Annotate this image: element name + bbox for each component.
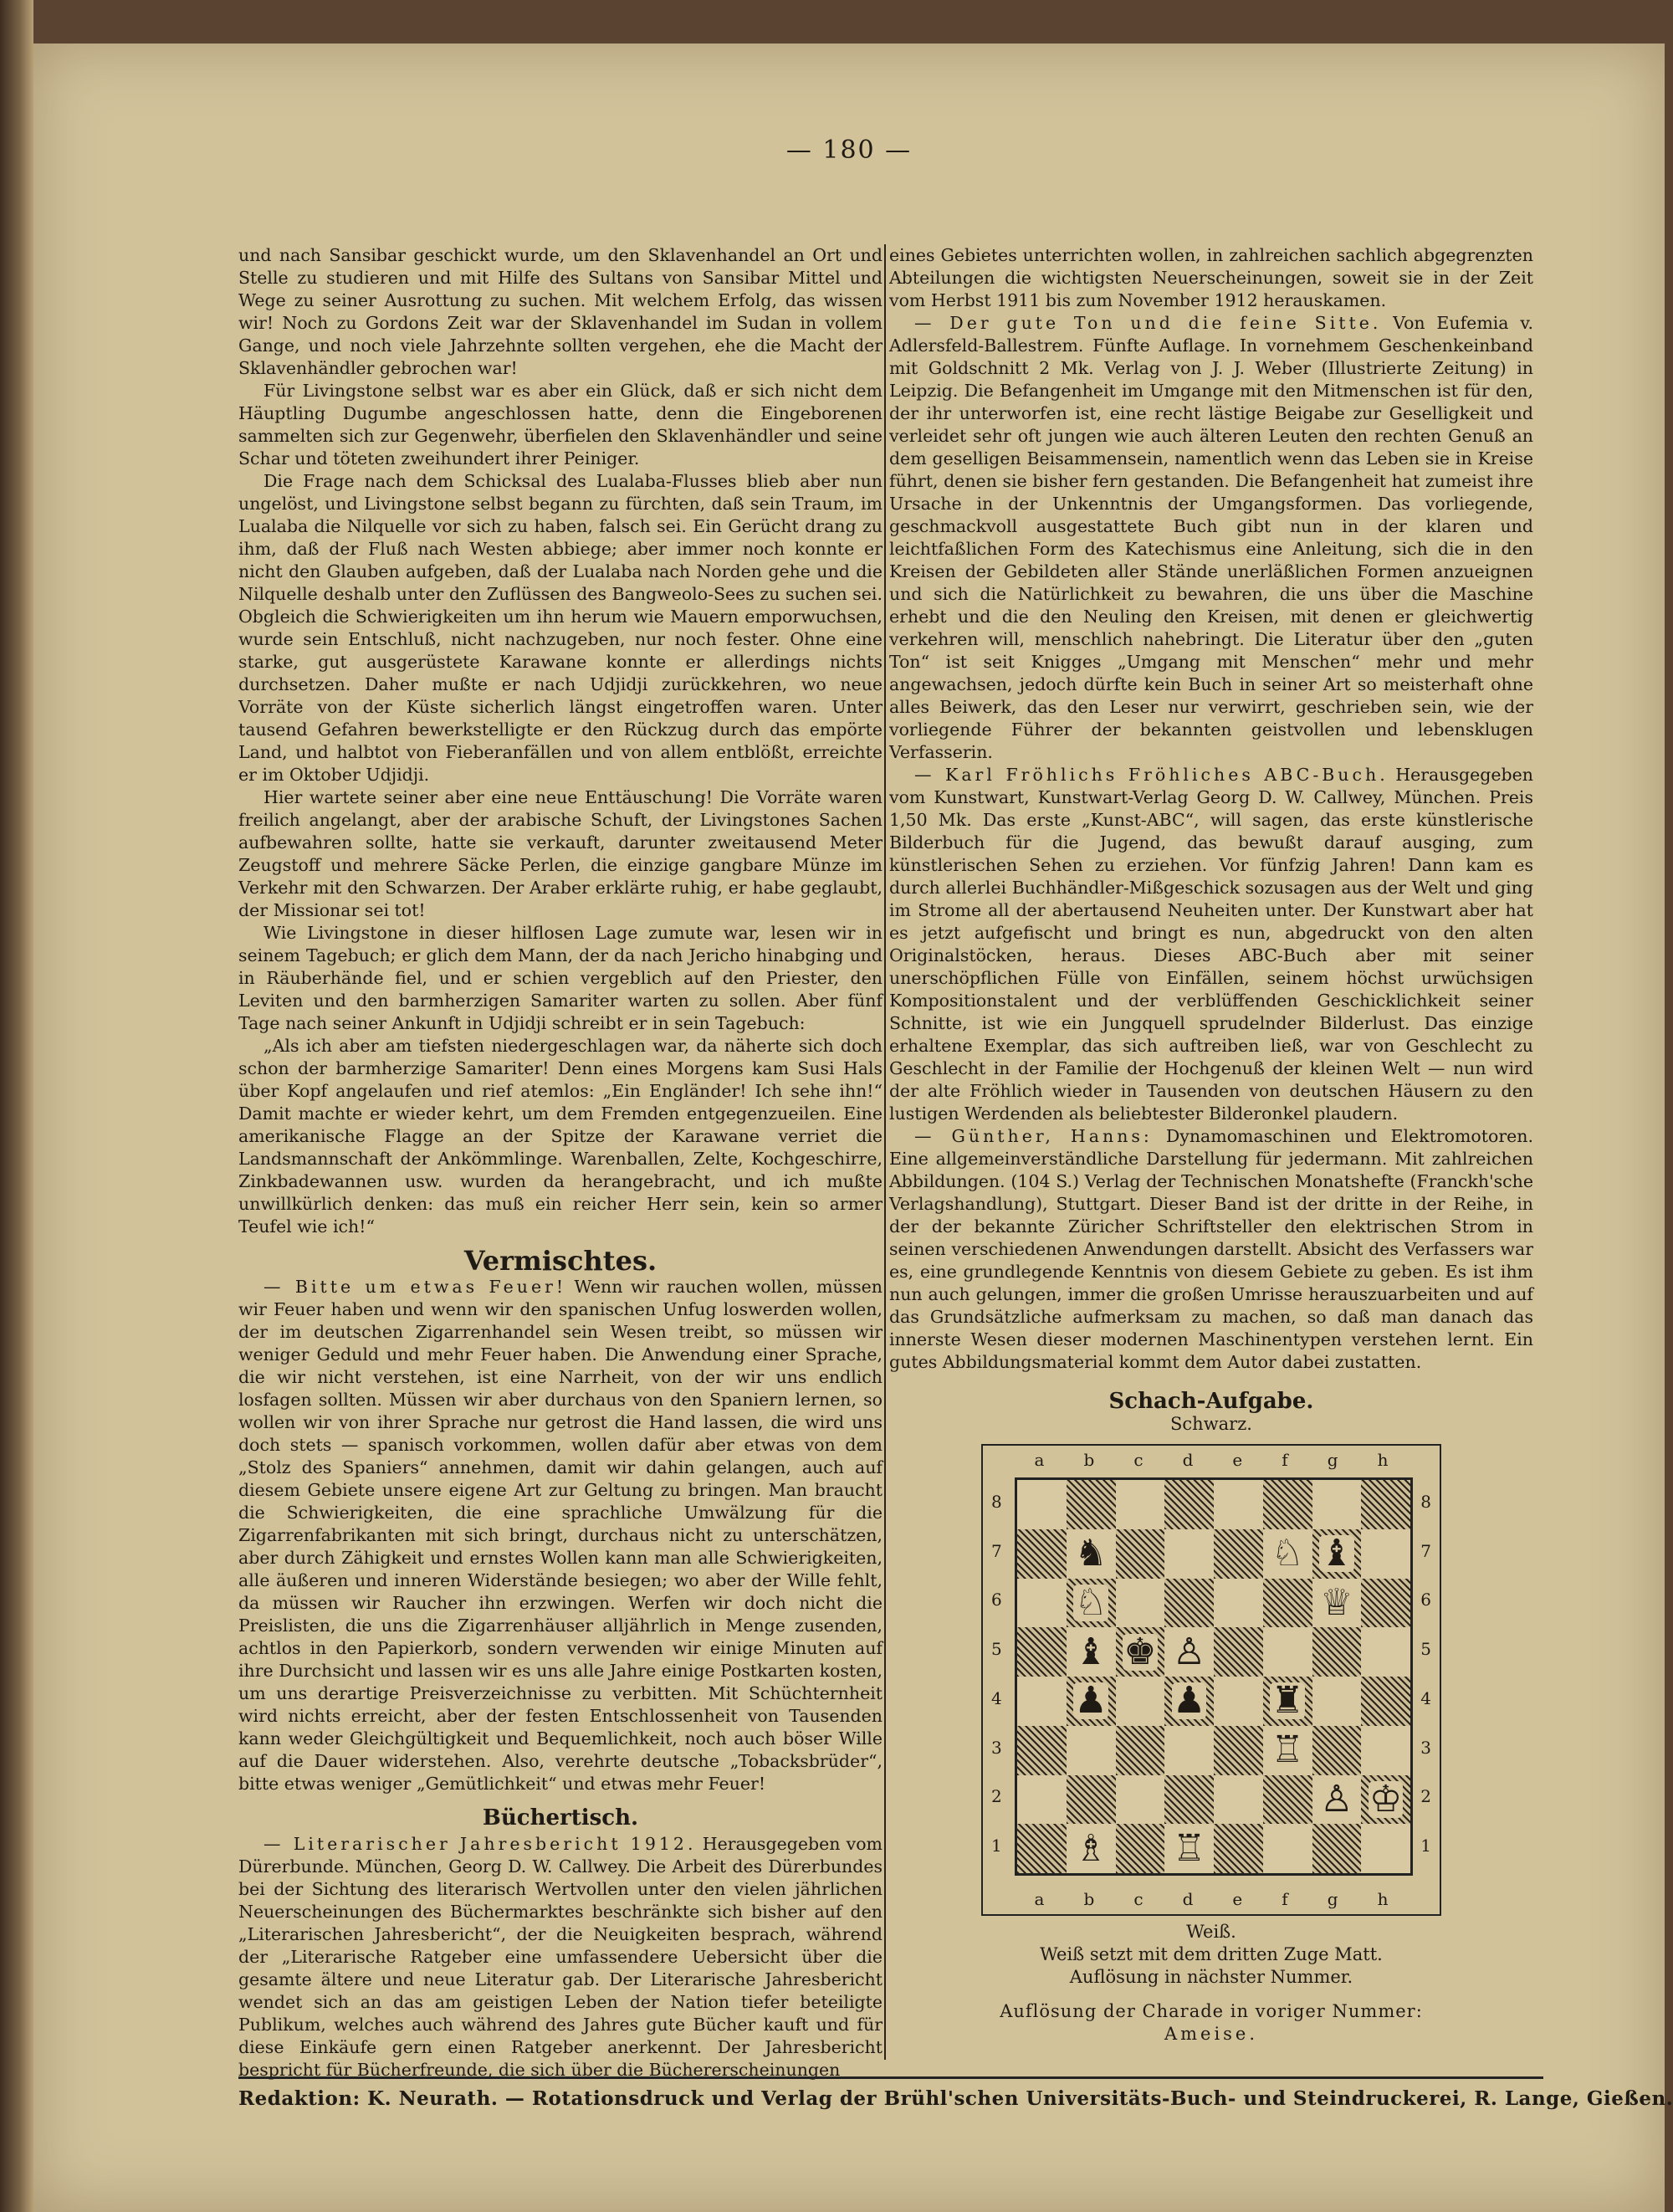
rank-labels-left: [991, 1477, 1002, 1871]
board-square: [1116, 1627, 1165, 1677]
rank-label: 4: [1420, 1687, 1431, 1708]
board-square: [1214, 1529, 1263, 1579]
chess-piece: ♘: [1271, 1532, 1304, 1575]
chess-caption-mate: Weiß setzt mit dem dritten Zuge Matt.: [1040, 1944, 1383, 1964]
board-square: [1361, 1480, 1410, 1529]
board-square: [1017, 1775, 1067, 1825]
board-square: [1067, 1775, 1116, 1825]
article-paragraph: Für Livingstone selbst war es aber ein Glück, daß er sich nicht dem Häuptling Dugumbe angeschlossen hatte, denn die Eingeborenen sammelten sich zur Gegenwehr, überfielen den Sklavenhändler und seine Schar und töteten zweihundert ihrer Peiniger.: [238, 381, 883, 469]
board-square: [1116, 1480, 1165, 1529]
chess-piece: ♞: [1074, 1532, 1108, 1575]
board-square: [1312, 1627, 1362, 1677]
board-square: [1017, 1627, 1067, 1677]
newspaper-page: [33, 44, 1673, 2212]
vermischtes-paragraph: [238, 1276, 883, 1795]
file-labels-bottom: [1015, 1888, 1408, 1911]
board-square: [1214, 1627, 1263, 1677]
board-square: [1312, 1677, 1362, 1726]
rank-label: 4: [991, 1687, 1002, 1708]
file-label: c: [1133, 1889, 1143, 1909]
chess-piece: ♕: [1320, 1580, 1353, 1624]
board-square: [1164, 1529, 1214, 1579]
board-square: [1263, 1824, 1312, 1873]
board-square: [1312, 1775, 1362, 1825]
board-square: [1214, 1579, 1263, 1628]
file-label: b: [1083, 1450, 1095, 1470]
rank-label: 1: [991, 1836, 1002, 1856]
board-square: [1116, 1579, 1165, 1628]
file-label: a: [1034, 1450, 1045, 1470]
board-square: [1214, 1775, 1263, 1825]
section-title-buechertisch: Büchertisch.: [482, 1805, 639, 1831]
board-square: [1263, 1677, 1312, 1726]
board-square: [1263, 1529, 1312, 1579]
chess-piece: ♚: [1123, 1630, 1157, 1673]
board-square: [1214, 1480, 1263, 1529]
article-paragraph: Wie Livingstone in dieser hilflosen Lage zumute war, lesen wir in seinem Tagebuch; er glich dem Mann, der da nach Jericho hinabging und in Räuberhände fiel, und er schien vergeblich auf den Priester, den Leviten und den barmherzigen Samariter warten zu sollen. Aber fünf Tage nach seiner Ankunft in Udjidji schreibt er in sein Tagebuch:: [238, 923, 883, 1033]
board-square: [1361, 1824, 1410, 1873]
binding-edge: [0, 0, 33, 2212]
board-square: [1017, 1529, 1067, 1579]
review-lead: — Der gute Ton und die feine Sitte.: [914, 313, 1382, 333]
review-paragraph: [889, 764, 1533, 1125]
rank-label: 7: [991, 1540, 1002, 1561]
chess-piece: ♗: [1074, 1826, 1108, 1870]
chess-diagram: [981, 1444, 1441, 1916]
rank-label: 8: [1420, 1491, 1431, 1512]
board-square: [1116, 1726, 1165, 1775]
buechertisch-lead: — Literarischer Jahresbericht 1912.: [263, 1834, 697, 1854]
board-square: [1263, 1579, 1312, 1628]
board-square: [1164, 1726, 1214, 1775]
charade-solution-word: Ameise.: [1164, 2024, 1259, 2044]
rank-label: 5: [991, 1639, 1002, 1660]
board-square: [1017, 1579, 1067, 1628]
board-square: [1017, 1726, 1067, 1775]
board-square: [1263, 1726, 1312, 1775]
rank-label: 6: [991, 1590, 1002, 1610]
board-square: [1017, 1677, 1067, 1726]
file-label: h: [1377, 1450, 1389, 1470]
section-title-vermischtes: Vermischtes.: [463, 1245, 657, 1277]
vermischtes-lead: — Bitte um etwas Feuer!: [263, 1277, 567, 1297]
board-square: [1017, 1480, 1067, 1529]
article-paragraph: Hier wartete seiner aber eine neue Enttäuschung! Die Vorräte waren freilich angelangt, aber der arabische Schuft, der Livingstones Sachen aufbewahren sollte, hatte sie verkauft, darunter zweitausend Meter Zeugstoff und mehrere Säcke Perlen, die einzige gangbare Münze im Verkehr mit den Schwarzen. Der Araber erklärte ruhig, er habe geglaubt, der Missionar sei tot!: [238, 787, 883, 920]
chess-piece: ♜: [1271, 1679, 1304, 1723]
board-square: [1361, 1627, 1410, 1677]
board-square: [1164, 1627, 1214, 1677]
file-label: g: [1327, 1889, 1338, 1909]
right-column: [889, 244, 1533, 2046]
article-paragraph: und nach Sansibar geschickt wurde, um den Sklavenhandel an Ort und Stelle zu studieren und mit Hilfe des Sultans von Sansibar Mittel und Wege zu seiner Ausrottung zu suchen. Mit welchem Erfolg, das wissen wir! Noch zu Gordons Zeit war der Sklavenhandel im Sudan in vollem Gange, und noch viele Jahrzehnte sollten vergehen, ehe die Macht der Sklavenhändler gebrochen war!: [238, 245, 883, 378]
article-quote: „Als ich aber am tiefsten niedergeschlagen war, da näherte sich doch schon der barmherzige Samariter! Denn eines Morgens kam Susi Hals über Kopf angelaufen und rief atemlos: „Ein Engländer! Ich sehe ihn!“ Damit machte er wieder kehrt, um dem Fremden entgegenzueilen. Eine amerikanische Flagge an der Spitze der Karawane verriet die Landsmannschaft der Ankömmlinge. Warenballen, Zelte, Kochgeschirre, Zinkbadewannen usw. wurden da herangebracht, und ich mußte unwillkürlich denken: das muß ein reicher Herr sein, kein so armer Teufel wie ich!“: [238, 1036, 883, 1237]
file-label: e: [1232, 1889, 1243, 1909]
board-square: [1067, 1529, 1116, 1579]
chess-piece: ♙: [1320, 1777, 1353, 1820]
chess-board: [1015, 1477, 1413, 1876]
rank-label: 5: [1420, 1639, 1431, 1660]
chess-title: Schach-Aufgabe.: [1108, 1389, 1314, 1414]
board-square: [1263, 1775, 1312, 1825]
file-label: a: [1034, 1889, 1045, 1909]
review-lead: — Günther, Hanns:: [914, 1126, 1153, 1146]
board-square: [1116, 1677, 1165, 1726]
chess-black-label: Schwarz.: [1170, 1414, 1252, 1434]
review-text: eines Gebietes unterrichten wollen, in zahlreichen sachlich abgegrenzten Abteilungen die wichtigsten Neuerscheinungen, soweit sie in der Zeit vom Herbst 1911 bis zum November 1912 herauskamen.: [889, 245, 1533, 310]
rank-label: 8: [991, 1491, 1002, 1512]
rank-label: 6: [1420, 1590, 1431, 1610]
chess-piece: ♝: [1074, 1630, 1108, 1673]
file-label: e: [1232, 1450, 1243, 1470]
rank-label: 1: [1420, 1836, 1431, 1856]
rank-label: 2: [1420, 1786, 1431, 1807]
chess-piece: ♝: [1320, 1532, 1353, 1575]
review-paragraph: [889, 1125, 1533, 1374]
file-label: g: [1327, 1450, 1338, 1470]
rank-label: 2: [991, 1786, 1002, 1807]
board-square: [1312, 1529, 1362, 1579]
chess-piece: ♘: [1074, 1580, 1108, 1624]
board-square: [1116, 1529, 1165, 1579]
chess-caption-solution: Auflösung in nächster Nummer.: [1069, 1967, 1353, 1987]
imprint-footer: Redaktion: K. Neurath. — Rotationsdruck und Verlag der Brühl'schen Universitäts-Buch- und Steindruckerei, R. Lange, Gießen.: [238, 2076, 1543, 2110]
column-divider: [884, 244, 886, 2060]
board-square: [1164, 1677, 1214, 1726]
rank-label: 3: [991, 1737, 1002, 1758]
file-label: f: [1282, 1450, 1288, 1470]
chess-piece: ♙: [1172, 1630, 1206, 1673]
left-column: [238, 244, 883, 2081]
article-paragraph: Die Frage nach dem Schicksal des Lualaba-Flusses blieb aber nun ungelöst, und Livingstone selbst begann zu fürchten, daß sein Traum, im Lualaba die Nilquelle vor sich zu haben, falsch sei. Ein Gerücht drang zu ihm, daß der Fluß nach Westen abbiege; aber immer noch konnte er nicht den Glauben aufgeben, daß der Lualaba nach Norden gehe und die Nilquelle deshalb unter den Zuflüssen des Bangweolo-Sees zu suchen sei. Obgleich die Schwierigkeiten um ihn herum wie Mauern emporwuchsen, wurde sein Entschluß, nicht nachzugeben, nur noch fester. Ohne eine starke, gut ausgerüstete Karawane konnte er allerdings nichts durchsetzen. Daher mußte er nach Udjidji zurückkehren, wo neue Vorräte von der Küste sicherlich längst eingetroffen waren. Unter tausend Gefahren bewerkstelligte er den Rückzug durch das empörte Land, und halbtot von Fieberanfällen und von allem entblößt, erreichte er im Oktober Udjidji.: [238, 471, 883, 785]
board-square: [1361, 1775, 1410, 1825]
board-square: [1263, 1627, 1312, 1677]
board-square: [1067, 1579, 1116, 1628]
board-square: [1214, 1824, 1263, 1873]
board-square: [1312, 1824, 1362, 1873]
review-text: Herausgegeben vom Kunstwart, Kunstwart-Verlag Georg D. W. Callwey, München. Preis 1,50 Mk. Das erste „Kunst-ABC“, will sagen, das erste künstlerische Bilderbuch für die Jugend, das bewußt darauf ausging, zum künstlerischen Sehen zu erziehen. Vor fünfzig Jahren! Dann kam es durch allerlei Buchhändler-Mißgeschick sozusagen aus der Welt und ging im Strome all der abertausend Neuheiten unter. Der Kunstwart aber hat es jetzt aufgefischt und bringt es nun, abgedruckt von den alten Originalstöcken, heraus. Dieses ABC-Buch aber mit seiner unerschöpflichen Fülle von Einfällen, seinem höchst urwüchsigen Kompositionstalent und der verblüffenden Geschicklichkeit seiner Schnitte, ist wie ein Jungquell sprudelnder Bilderlust. Das einzige erhaltene Exemplar, das sich auftreiben ließ, war von Geschlecht zu Geschlecht in der Familie der Hochgenuß der kleinen Welt — nun wird der alte Fröhlich wieder in Tausenden von deutschen Häusern zu den lustigen Werdenden als beliebtester Bilderonkel plaudern.: [889, 765, 1533, 1124]
review-paragraph: [889, 244, 1533, 312]
vermischtes-text: Wenn wir rauchen wollen, müssen wir Feuer haben und wenn wir den spanischen Unfug loswerden wollen, der im deutschen Zigarrenhandel sein Wesen treibt, so müssen wir weniger Geduld und mehr Feuer haben. Die Anwendung einer Sprache, die wir nicht verstehen, ist eine Narrheit, von der wir uns endlich losfagen sollten. Müssen wir aber durchaus von den Spaniern lernen, so wollen wir von ihrer Sprache nur getrost die Hand lassen, die wird uns doch stets — spanisch vorkommen, wollen dafür aber etwas von dem „Stolz des Spaniers“ annehmen, damit wir dahin gelangen, auch auf diesem Gebiete unsere eigene Art zur Geltung zu bringen. Man braucht die Schwierigkeiten, die eine sprachliche Umwälzung für die Zigarrenfabrikanten mit sich bringt, durchaus nicht zu unterschätzen, aber durch Zähigkeit und ernstes Wollen kann man alle Schwierigkeiten, alle äußeren und inneren Widerstände besiegen; wo aber der Wille fehlt, da müssen wir Raucher ihn erzwingen. Werfen wir doch nicht die Preislisten, die uns die Zigarrenhäuser alljährlich in Menge zusenden, achtlos in den Papierkorb, sondern verwenden wir einige Minuten auf ihre Durchsicht und lassen wir es uns alle Jahre einige Postkarten kosten, um uns derartige Preisverzeichnisse zu verbitten. Mit Schüchternheit wird nichts erreicht, aber der festen Entschlossenheit von Tausenden kann weder Gleichgültigkeit und Bequemlichkeit, noch auch böser Wille auf die Dauer widerstehen. Also, verehrte deutsche „Tobacksbrüder“, bitte etwas weniger „Gemütlichkeit“ und etwas mehr Feuer!: [238, 1277, 883, 1794]
board-square: [1164, 1579, 1214, 1628]
board-square: [1017, 1824, 1067, 1873]
board-square: [1312, 1480, 1362, 1529]
board-square: [1116, 1775, 1165, 1825]
chess-piece: ♟: [1172, 1679, 1206, 1723]
review-text: Von Eufemia v. Adlersfeld-Ballestrem. Fünfte Auflage. In vornehmem Geschenkeinband mit Goldschnitt 2 Mk. Verlag von J. J. Weber (Illustrierte Zeitung) in Leipzig. Die Befangenheit im Umgange mit den Mitmenschen ist für den, der ihr unterworfen ist, eine recht lästige Beigabe zur Geselligkeit und verleidet sehr oft jungen wie auch älteren Leuten den rechten Genuß an dem geselligen Beisammensein, namentlich wenn das Leben sie in Kreise führt, denen sie bisher fern gestanden. Die Befangenheit hat zumeist ihre Ursache in der Unkenntnis der Umgangsformen. Das vorliegende, geschmackvoll ausgestattete Buch gibt nun in der klaren und leichtfaßlichen Form des Katechismus eine Anleitung, sich die in den Kreisen der Gebildeten aller Stände unerläßlichen Formen anzueignen und sich die Natürlichkeit zu bewahren, die uns über die Maschine erhebt und die den Neuling den Kreisen, mit denen er gleichwertig verkehren will, menschlich nahebringt. Die Literatur über den „guten Ton“ ist seit Knigges „Umgang mit Menschen“ mehr und mehr angewachsen, jedoch dürfte kein Buch in seiner Art so meisterhaft ohne alles Beiwerk, das den Leser nur verwirrt, geschrieben sein, wie der vorliegende Führer der bekannten geistvollen und lebensklugen Verfasserin.: [889, 313, 1533, 762]
board-square: [1164, 1775, 1214, 1825]
board-square: [1361, 1529, 1410, 1579]
file-label: b: [1083, 1889, 1095, 1909]
chess-piece: ♟: [1074, 1679, 1108, 1723]
board-square: [1067, 1480, 1116, 1529]
file-label: d: [1182, 1889, 1194, 1909]
file-label: c: [1133, 1450, 1143, 1470]
board-square: [1116, 1824, 1165, 1873]
board-square: [1067, 1824, 1116, 1873]
board-square: [1067, 1627, 1116, 1677]
chess-piece: ♔: [1369, 1777, 1403, 1820]
file-label: d: [1182, 1450, 1194, 1470]
review-text: Dynamomaschinen und Elektromotoren. Eine allgemeinverständliche Darstellung für jedermann. Mit zahlreichen Abbildungen. (104 S.) Verlag der Technischen Monatshefte (Franckh'sche Verlagshandlung), Stuttgart. Dieser Band ist der dritte in der Reihe, in der der bekannte Züricher Schriftsteller den elektrischen Strom in seinen verschiedenen Anwendungen darstellt. Absicht des Verfassers war es, eine grundlegende Kenntnis von diesem Gebiete zu geben. Es ist ihm nun auch gelungen, immer die großen Umrisse herauszuarbeiten und auf das Grundsätzliche aufmerksam zu machen, so daß man danach das innerste Wesen dieser modernen Maschinentypen verstehen lernt. Ein gutes Abbildungsmaterial kommt dem Autor dabei zustatten.: [889, 1126, 1533, 1372]
buechertisch-text: Herausgegeben vom Dürerbunde. München, Georg D. W. Callwey. Die Arbeit des Dürerbundes bei der Sichtung des literarisch Wertvollen unter den vielen jährlichen Neuerscheinungen des Büchermarktes beschränkte sich bisher auf den „Literarischen Jahresbericht“, der die Neuigkeiten besprach, während der „Literarische Ratgeber eine umfassendere Uebersicht über die gesamte ältere und neue Literatur gab. Der Literarische Jahresbericht wendet sich an das am geistigen Leben der Nation tiefer beteiligte Publikum, welches auch während des Jahres gute Bücher kauft und für diese Einkäufe gern einen Ratgeber anerkennt. Der Jahresbericht bespricht für Bücherfreunde, die sich über die Büchererscheinungen: [238, 1834, 883, 2080]
file-labels-top: [1015, 1449, 1408, 1472]
board-square: [1214, 1726, 1263, 1775]
board-square: [1312, 1726, 1362, 1775]
page-number: — 180 —: [785, 136, 913, 165]
board-square: [1361, 1579, 1410, 1628]
board-square: [1263, 1480, 1312, 1529]
board-square: [1164, 1824, 1214, 1873]
chess-piece: ♖: [1172, 1826, 1206, 1870]
board-square: [1164, 1480, 1214, 1529]
board-square: [1312, 1579, 1362, 1628]
chess-piece: ♖: [1271, 1728, 1304, 1772]
board-square: [1214, 1677, 1263, 1726]
file-label: f: [1282, 1889, 1288, 1909]
board-square: [1361, 1677, 1410, 1726]
board-square: [1067, 1726, 1116, 1775]
review-lead: — Karl Fröhlichs Fröhliches ABC-Buch.: [914, 765, 1389, 785]
review-paragraph: [889, 312, 1533, 764]
rank-label: 7: [1420, 1540, 1431, 1561]
rank-label: 3: [1420, 1737, 1431, 1758]
board-square: [1067, 1677, 1116, 1726]
rank-labels-right: [1420, 1477, 1431, 1871]
board-square: [1361, 1726, 1410, 1775]
file-label: h: [1377, 1889, 1389, 1909]
charade-solution-label: Auflösung der Charade in voriger Nummer:: [1000, 2001, 1423, 2021]
buechertisch-paragraph: [238, 1833, 883, 2081]
chess-problem: [889, 1390, 1533, 2046]
chess-white-label: Weiß.: [1186, 1922, 1236, 1942]
